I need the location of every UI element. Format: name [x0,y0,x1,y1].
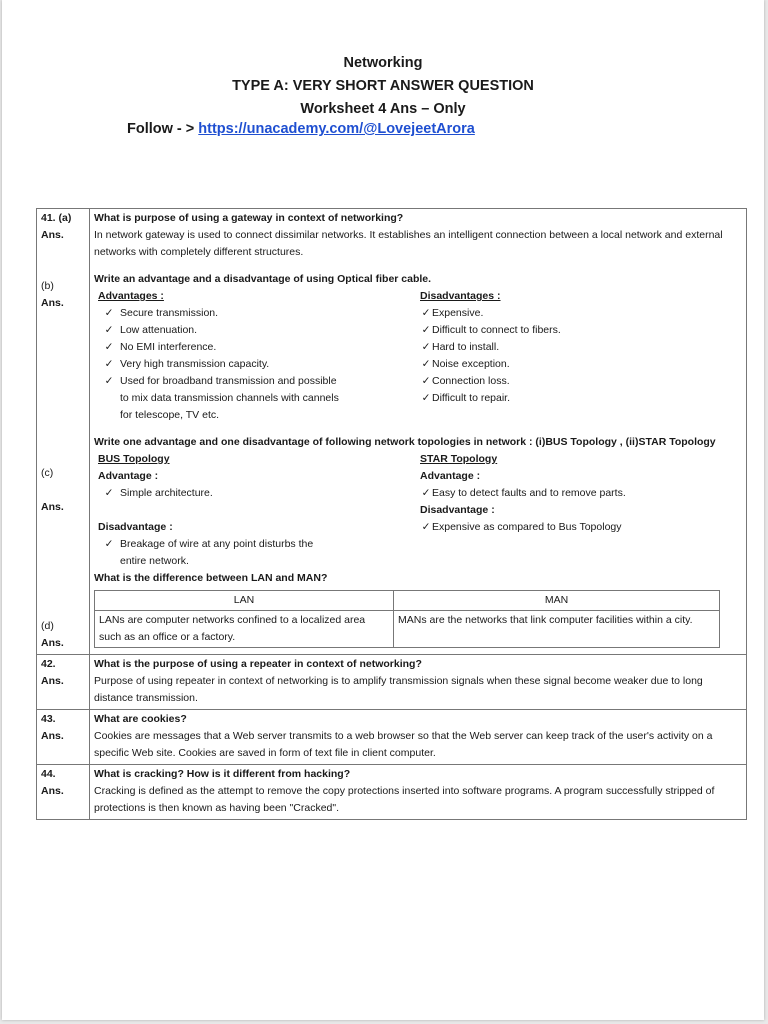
list-item: ✓ Connection loss. [420,373,742,390]
lan-cell: LANs are computer networks confined to a localized area such as an office or a factory. [95,611,394,648]
q41-numbers [37,209,90,655]
ans-label: Ans. [41,501,64,513]
q41-c-question: Write one advantage and one disadvantage of following network topologies in network : (i)BUS Topology , (ii)STAR Topology [94,436,716,448]
check-icon: ✓ [421,358,431,370]
lan-header: LAN [95,591,394,611]
check-icon: ✓ [104,324,114,336]
bus-topology [94,451,420,570]
question-row-42 [37,655,747,710]
list-item: ✓ Expensive as compared to Bus Topology [420,519,742,536]
follow-label: Follow - > [127,121,195,137]
list-item: ✓ Difficult to connect to fibers. [420,322,742,339]
document-header [2,52,764,121]
advantage-label: Advantage : [420,470,481,482]
question-type: TYPE A: VERY SHORT ANSWER QUESTION [232,78,534,94]
question-text: What is the purpose of using a repeater in context of networking? [94,658,422,670]
ans-label: Ans. [41,730,64,742]
list-item: ✓ Expensive. [420,305,742,322]
q41-c-label: (c) [41,467,54,479]
check-icon: ✓ [421,324,431,336]
q41-d-label: (d) [41,620,54,632]
check-icon: ✓ [421,375,431,387]
check-icon: ✓ [421,341,431,353]
disadvantages-heading: Disadvantages : [420,290,501,302]
question-text: What are cookies? [94,713,187,725]
question-row-44 [37,765,747,820]
worksheet-table [36,208,747,820]
list-item: ✓ Noise exception. [420,356,742,373]
q41-content [90,209,747,655]
question-row-43 [37,710,747,765]
q41-b-question: Write an advantage and a disadvantage of using Optical fiber cable. [94,273,432,285]
answer-text: Cracking is defined as the attempt to remove the copy protections inserted into software programs. A program successfully stripped of protections is then known as having been "Cracked". [94,785,715,814]
star-topology [420,451,742,570]
advantages-heading: Advantages : [98,290,164,302]
fiber-advantages [94,288,420,424]
question-text: What is cracking? How is it different from hacking? [94,768,351,780]
check-icon: ✓ [104,341,114,353]
star-heading: STAR Topology [420,453,498,465]
lan-man-table [94,590,720,648]
check-icon: ✓ [104,538,114,550]
page-title: Networking [343,55,423,71]
follow-link[interactable]: https://unacademy.com/@LovejeetArora [198,121,475,137]
q41-d-question: What is the difference between LAN and MAN? [94,572,328,584]
list-item: ✓ Secure transmission. [98,305,420,322]
question-number: 43. [41,713,56,725]
list-item: ✓ Hard to install. [420,339,742,356]
check-icon: ✓ [421,307,431,319]
worksheet-label: Worksheet 4 Ans – Only [300,101,466,117]
q41-a-question: What is purpose of using a gateway in context of networking? [94,212,404,224]
check-icon: ✓ [104,307,114,319]
q41-a-number: 41. (a) [41,212,72,224]
q41-b-label: (b) [41,280,54,292]
follow-line [127,121,475,137]
topology-adv-dis [94,451,742,570]
list-item: ✓ Simple architecture. [98,485,420,502]
ans-label: Ans. [41,297,64,309]
list-item: ✓ Very high transmission capacity. [98,356,420,373]
disadvantage-label: Disadvantage : [420,504,495,516]
question-number: 42. [41,658,56,670]
check-icon: ✓ [104,487,114,499]
list-item: ✓ Difficult to repair. [420,390,742,407]
fiber-adv-dis [94,288,742,424]
check-icon: ✓ [104,375,114,387]
fiber-disadvantages [420,288,742,424]
bus-heading: BUS Topology [98,453,170,465]
answer-text: Purpose of using repeater in context of networking is to amplify transmission signals when these signal become weaker due to long distance transmission. [94,675,703,704]
check-icon: ✓ [421,487,431,499]
man-header: MAN [394,591,720,611]
list-item: ✓ No EMI interference. [98,339,420,356]
ans-label: Ans. [41,785,64,797]
advantage-label: Advantage : [98,470,159,482]
question-number: 44. [41,768,56,780]
list-item: ✓ Breakage of wire at any point disturbs the entire network. [98,536,420,570]
question-row-41 [37,209,747,655]
ans-label: Ans. [41,637,64,649]
ans-label: Ans. [41,229,64,241]
answer-text: Cookies are messages that a Web server transmits to a web browser so that the Web server can keep track of the user's activity on a specific Web site. Cookies are saved in form of text file in client computer. [94,730,713,759]
check-icon: ✓ [104,358,114,370]
list-item: ✓ Easy to detect faults and to remove parts. [420,485,742,502]
list-item: ✓ Low attenuation. [98,322,420,339]
list-item: ✓ Used for broadband transmission and possible to mix data transmission channels with cannels for telescope, TV etc. [98,373,420,424]
check-icon: ✓ [421,521,431,533]
man-cell: MANs are the networks that link computer facilities within a city. [394,611,720,648]
document-page [2,0,764,1020]
check-icon: ✓ [421,392,431,404]
disadvantage-label: Disadvantage : [98,521,173,533]
q41-a-answer: In network gateway is used to connect dissimilar networks. It establishes an intelligent connection between a local network and external networks with completely different structures. [94,229,723,258]
ans-label: Ans. [41,675,64,687]
